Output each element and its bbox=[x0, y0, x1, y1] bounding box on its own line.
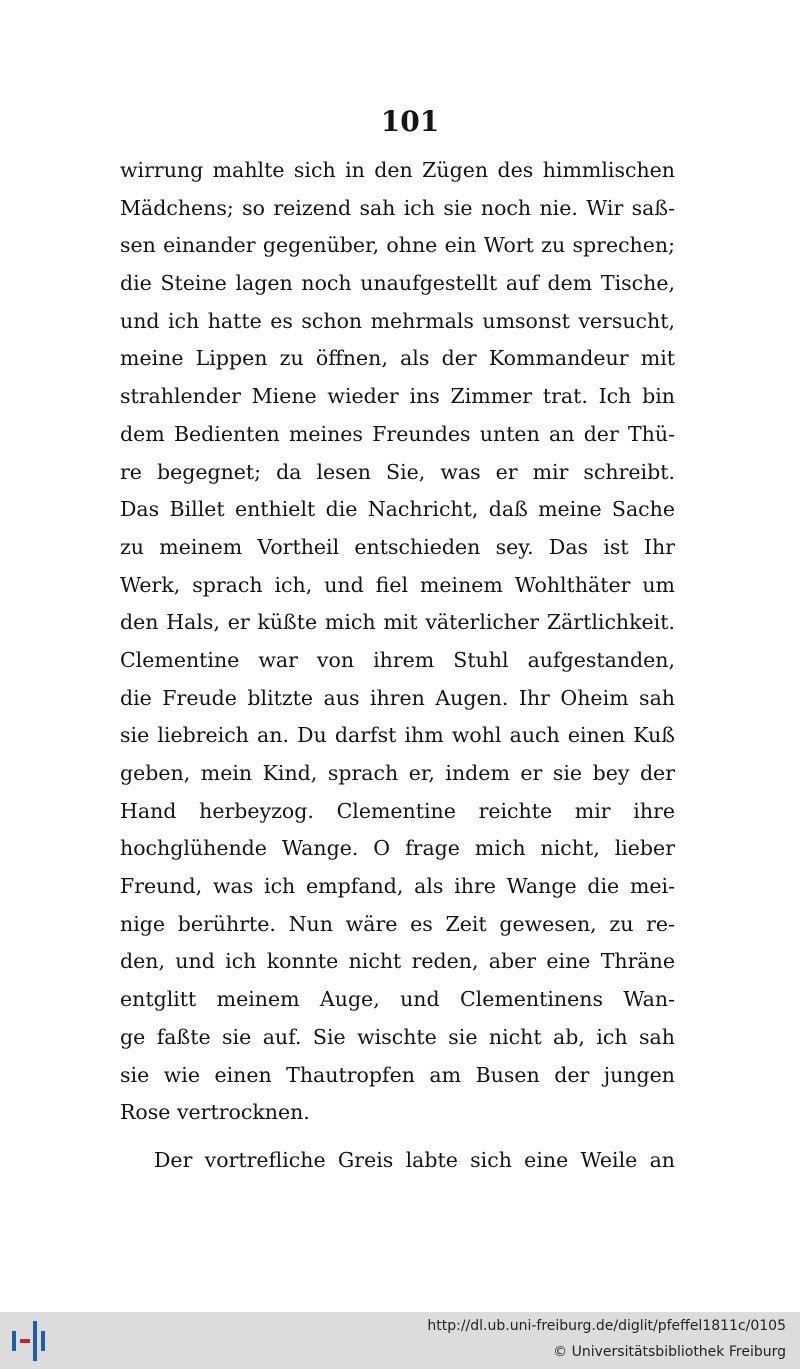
text-line: Werk, sprach ich, und fiel meinem Wohlthäter um bbox=[120, 572, 675, 597]
source-url-link[interactable]: http://dl.ub.uni-freiburg.de/diglit/pfeffel1811c/0105 bbox=[427, 1318, 786, 1334]
text-line: ge faßte sie auf. Sie wischte sie nicht ab, ich sah bbox=[120, 1024, 675, 1049]
text-line: sen einander gegenüber, ohne ein Wort zu sprechen; bbox=[120, 233, 675, 258]
page-number: 101 bbox=[380, 105, 440, 138]
ub-freiburg-logo-icon bbox=[12, 1321, 48, 1361]
text-line: Clementine war von ihrem Stuhl aufgestanden, bbox=[120, 647, 675, 672]
text-line: re begegnet; da lesen Sie, was er mir schreibt. bbox=[120, 459, 675, 484]
text-line: und ich hatte es schon mehrmals umsonst versucht, bbox=[120, 308, 675, 333]
text-line: die Freude blitzte aus ihren Augen. Ihr Oheim sah bbox=[120, 685, 675, 710]
text-block bbox=[120, 152, 675, 1180]
text-line: Freund, was ich empfand, als ihre Wange die mei- bbox=[120, 874, 675, 899]
text-line: Rose vertrocknen. bbox=[120, 1100, 310, 1125]
text-line: geben, mein Kind, sprach er, indem er sie bey der bbox=[120, 761, 675, 785]
text-line: nige berührte. Nun wäre es Zeit gewesen, zu re- bbox=[120, 911, 675, 936]
text-line: sie liebreich an. Du darfst ihm wohl auch einen Kuß bbox=[120, 723, 675, 748]
text-line: Das Billet enthielt die Nachricht, daß meine Sache bbox=[120, 497, 675, 522]
text-line: hochglühende Wange. O frage mich nicht, lieber bbox=[120, 836, 675, 861]
text-line: die Steine lagen noch unaufgestellt auf dem Tische, bbox=[120, 271, 675, 296]
text-line: meine Lippen zu öffnen, als der Kommandeur mit bbox=[120, 346, 675, 371]
text-line: Hand herbeyzog. Clementine reichte mir ihre bbox=[120, 798, 675, 823]
text-line: den, und ich konnte nicht reden, aber eine Thräne bbox=[120, 949, 675, 974]
text-line: sie wie einen Thautropfen am Busen der jungen bbox=[120, 1062, 675, 1087]
footer-bar bbox=[0, 1312, 800, 1369]
copyright-text: © Universitätsbibliothek Freiburg bbox=[553, 1344, 786, 1360]
text-line: entglitt meinem Auge, und Clementinens Wan- bbox=[120, 987, 675, 1012]
text-line-paragraph-start: Der vortrefliche Greis labte sich eine Weile an bbox=[154, 1147, 675, 1172]
text-line: zu meinem Vortheil entschieden sey. Das ist Ihr bbox=[120, 534, 675, 559]
text-line: den Hals, er küßte mich mit väterlicher Zärtlichkeit. bbox=[120, 610, 675, 635]
text-line: dem Bedienten meines Freundes unten an der Thü- bbox=[120, 421, 675, 446]
text-line: wirrung mahlte sich in den Zügen des himmlischen bbox=[120, 158, 675, 182]
text-line: Mädchens; so reizend sah ich sie noch nie. Wir saß- bbox=[120, 195, 675, 220]
text-line: strahlender Miene wieder ins Zimmer trat. Ich bin bbox=[120, 384, 675, 409]
